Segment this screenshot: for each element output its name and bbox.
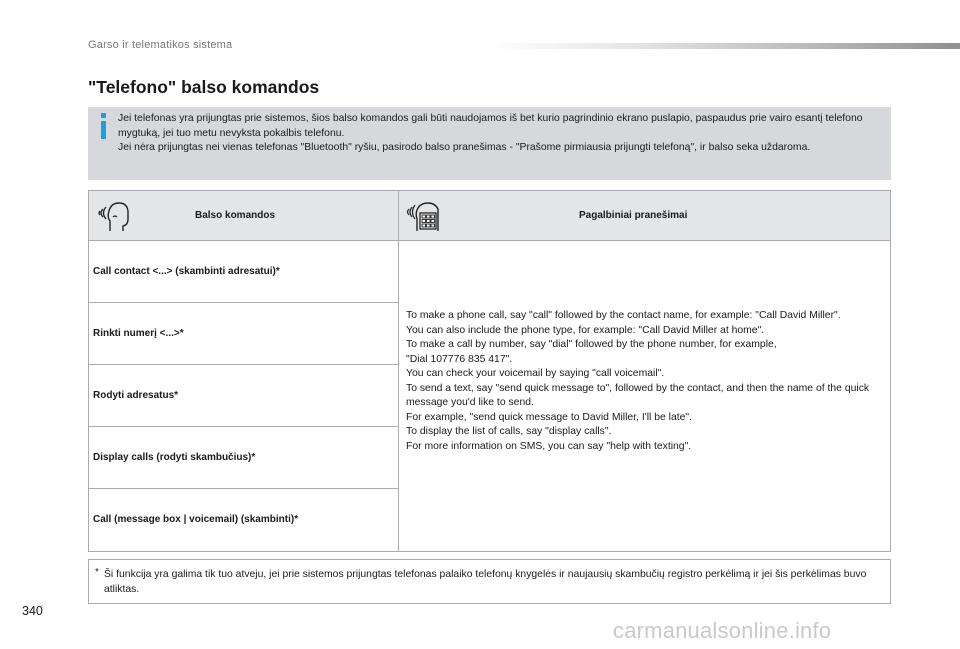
footnote-text: Ši funkcija yra galima tik tuo atveju, jei prie sistemos prijungtas telefonas palaiko telefonų knygelės ir naujausių skambučių registro perkėlimą ir jei šis perkėlimas buvo atliktas. [104, 569, 867, 595]
info-text [118, 112, 883, 156]
info-box [88, 107, 891, 180]
watermark: carmanualsonline.info [613, 618, 832, 643]
table-row [89, 241, 398, 303]
column-header-help [399, 191, 890, 241]
help-line: For more information on SMS, you can say "help with texting". [406, 440, 692, 452]
help-line: To make a phone call, say "call" followed by the contact name, for example: "Call David Miller". [406, 310, 841, 321]
commands-column [89, 241, 399, 551]
voice-help-icon [405, 199, 441, 233]
table-row [89, 489, 398, 551]
help-line: To make a call by number, say "dial" followed by the phone number, for example, [406, 339, 777, 350]
section-header: Garso ir telematikos sistema [88, 39, 233, 51]
help-line: For example, "send quick message to David Miller, I'll be late". [406, 411, 692, 423]
table-row [89, 427, 398, 489]
column-label-commands: Balso komandos [195, 210, 276, 221]
page-title: "Telefono" balso komandos [88, 77, 320, 97]
table-row [89, 303, 398, 365]
info-line: Jei nėra prijungtas nei vienas telefonas "Bluetooth" ryšiu, pasirodo balso pranešimas - "Prašome pirmiausia prijungti telefoną", ir balso seka uždaroma. [118, 142, 811, 153]
help-messages-column [399, 241, 890, 551]
help-line: You can also include the phone type, for example: "Call David Miller at home". [406, 324, 765, 336]
footnote-marker: * [95, 567, 99, 578]
info-line: Jei telefonas yra prijungtas prie sistemos, šios balso komandos gali būti naudojamos iš bet kurio pagrindinio ekrano puslapio, paspaudus prie vairo esantį telefono mygtuką, jei tuo metu nevyksta pokalbis telefonu. [118, 113, 863, 139]
footnote-box [88, 559, 891, 604]
info-icon [98, 113, 112, 141]
help-message [406, 309, 884, 454]
help-line: "Dial 107776 835 417". [406, 353, 513, 365]
voice-command: Display calls (rodyti skambučius)* [93, 452, 256, 463]
voice-command: Rodyti adresatus* [93, 390, 179, 401]
voice-command: Call (message box | voicemail) (skambinti)* [93, 514, 299, 525]
voice-commands-table [88, 190, 891, 552]
voice-command: Rinkti numerį <...>* [93, 328, 184, 339]
column-header-commands [89, 191, 399, 241]
table-row [89, 365, 398, 427]
help-line: To send a text, say "send quick message to", followed by the contact, and then the name of the quick message you'd like to send. [406, 382, 870, 408]
page-number: 340 [22, 604, 43, 618]
help-line: You can check your voicemail by saying "call voicemail". [406, 368, 665, 379]
help-line: To display the list of calls, say "display calls". [406, 426, 612, 437]
voice-command-icon [95, 199, 131, 233]
voice-command: Call contact <...> (skambinti adresatui)* [93, 266, 280, 277]
column-label-help: Pagalbiniai pranešimai [579, 210, 688, 221]
header-gradient-bar [488, 43, 960, 49]
